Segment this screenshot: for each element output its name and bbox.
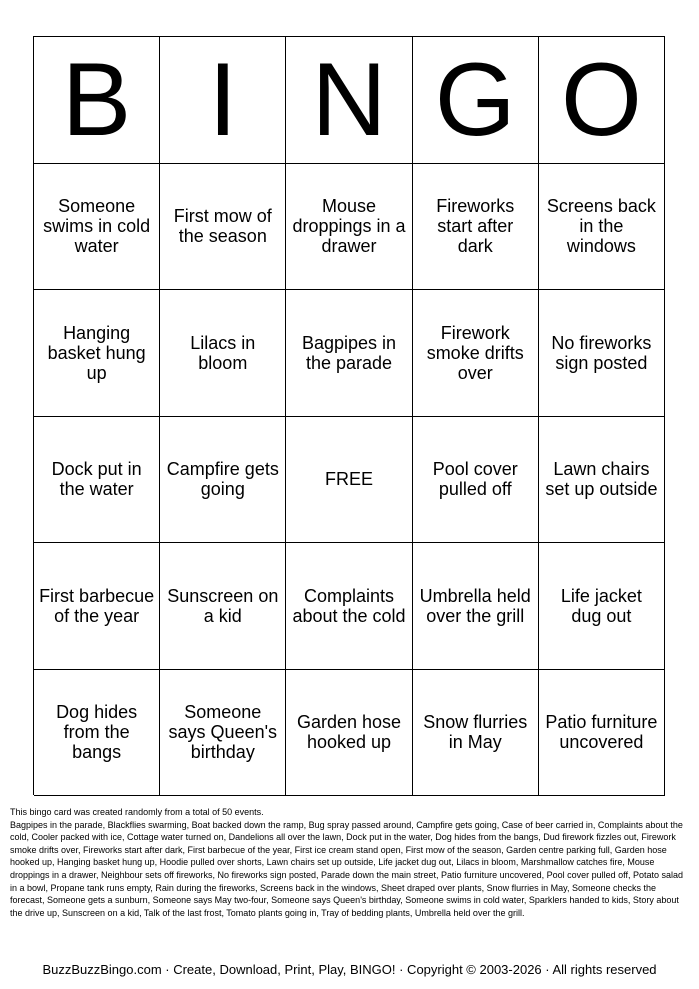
bingo-cell: Fireworks start after dark <box>413 164 539 291</box>
header-letter-g: G <box>413 37 539 164</box>
site-footer: BuzzBuzzBingo.com · Create, Download, Print, Play, BINGO! · Copyright © 2003-2026 · All rights reserved <box>42 962 657 977</box>
bingo-row-3 <box>34 417 665 544</box>
bingo-cell: Garden hose hooked up <box>286 670 412 797</box>
bingo-cell: Lawn chairs set up outside <box>539 417 665 544</box>
bingo-card <box>33 36 665 795</box>
bingo-cell: Dog hides from the bangs <box>34 670 160 797</box>
bingo-cell: Someone swims in cold water <box>34 164 160 291</box>
free-space-cell: FREE <box>286 417 412 544</box>
header-letter-b: B <box>34 37 160 164</box>
header-letter-n: N <box>286 37 412 164</box>
bingo-cell: No fireworks sign posted <box>539 290 665 417</box>
bingo-cell: Lilacs in bloom <box>160 290 286 417</box>
bingo-cell: Dock put in the water <box>34 417 160 544</box>
card-description <box>10 806 686 919</box>
bingo-cell: First barbecue of the year <box>34 543 160 670</box>
bingo-cell: Mouse droppings in a drawer <box>286 164 412 291</box>
bingo-row-1 <box>34 164 665 291</box>
bingo-cell: First mow of the season <box>160 164 286 291</box>
bingo-cell: Screens back in the windows <box>539 164 665 291</box>
bingo-cell: Hanging basket hung up <box>34 290 160 417</box>
bingo-cell: Snow flurries in May <box>413 670 539 797</box>
bingo-cell: Campfire gets going <box>160 417 286 544</box>
bingo-cell: Complaints about the cold <box>286 543 412 670</box>
bingo-cell: Sunscreen on a kid <box>160 543 286 670</box>
bingo-header-row <box>34 37 665 164</box>
bingo-cell: Life jacket dug out <box>539 543 665 670</box>
bingo-row-5 <box>34 670 665 797</box>
bingo-row-4 <box>34 543 665 670</box>
bingo-cell: Bagpipes in the parade <box>286 290 412 417</box>
header-letter-i: I <box>160 37 286 164</box>
bingo-cell: Firework smoke drifts over <box>413 290 539 417</box>
bingo-cell: Umbrella held over the grill <box>413 543 539 670</box>
bingo-cell: Someone says Queen's birthday <box>160 670 286 797</box>
bingo-cell: Patio furniture uncovered <box>539 670 665 797</box>
description-event-list: Bagpipes in the parade, Blackflies swarming, Boat backed down the ramp, Bug spray passed around, Campfire gets going, Case of beer carried in, Complaints about the cold, Cooler packed with ice, Cottage water turned on, Dandelions all over the lawn, Dock put in the water, Dog hides from the bangs, Dud firework fizzles out, Firework smoke drifts over, Fireworks start after dark, First barbecue of the year, First ice cream stand open, First mow of the season, Garden centre parking full, Garden hose hooked up, Hanging basket hung up, Hoodie pulled over shorts, Lawn chairs set up outside, Life jacket dug out, Lilacs in bloom, Marshmallow catches fire, Mouse droppings in a drawer, Neighbour sets off fireworks, No fireworks sign posted, Parade down the main street, Patio furniture uncovered, Pool cover pulled off, Potato salad in a bowl, Propane tank runs empty, Rain during the fireworks, Screens back in the windows, Sheet draped over plants, Snow flurries in May, Someone checks the forecast, Someone gets a sunburn, Someone says May two-four, Someone says Queen's birthday, Someone swims in cold water, Sparklers handed to kids, Story about the drive up, Sunscreen on a kid, Talk of the last frost, Tomato plants going in, Tray of bedding plants, Umbrella held over the grill. <box>10 819 684 918</box>
header-letter-o: O <box>539 37 665 164</box>
bingo-row-2 <box>34 290 665 417</box>
description-intro: This bingo card was created randomly from a total of 50 events. <box>10 807 264 817</box>
bingo-cell: Pool cover pulled off <box>413 417 539 544</box>
